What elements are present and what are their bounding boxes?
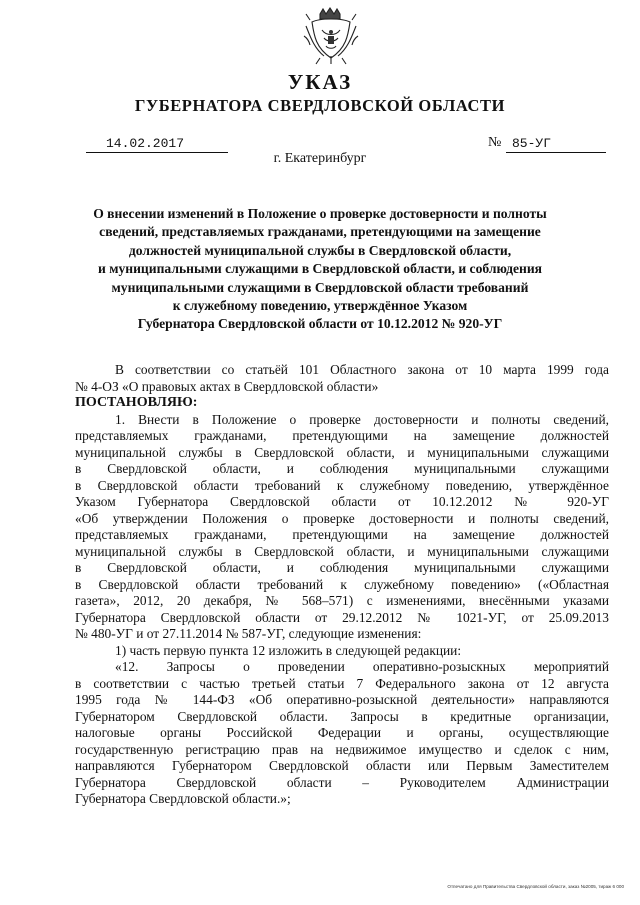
quote-line: «12. Запросы о проведении оперативно-розыскных мероприятий <box>115 659 609 674</box>
heading-line: к служебному поведению, утверждённое Указом <box>172 298 468 314</box>
body-line: «Об утверждении Положения о проверке достоверности и полноты сведений, <box>75 510 609 526</box>
heading-line: муниципальными служащими в Свердловской области требований <box>111 279 529 295</box>
body-line: в Свердловской области требований к служебному поведению, утверждённое <box>75 477 609 493</box>
body-line: Указом Губернатора Свердловской области от 10.12.2012 № 920-УГ <box>75 494 609 509</box>
heading-line: сведений, представляемых гражданами, претендующими на замещение <box>99 224 541 240</box>
body-line: муниципальной службы в Свердловской области, и муниципальными служащими <box>75 444 609 460</box>
decree-date: 14.02.2017 <box>86 136 228 153</box>
heading-line: О внесении изменений в Положение о проверке достоверности и полноты <box>93 206 547 221</box>
decree-issuer: ГУБЕРНАТОРА СВЕРДЛОВСКОЙ ОБЛАСТИ <box>134 96 506 115</box>
quote-line: в соответствии с частью третьей статьи 7 Федерального закона от 12 августа <box>75 675 609 691</box>
number-label: № <box>488 135 502 150</box>
body-line: газета», 2012, 20 декабря, № 568–571) с изменениями, внесёнными указами <box>75 593 609 608</box>
quote-line: 1995 года № 144-ФЗ «Об оперативно-розыскной деятельности» направляются <box>75 692 609 707</box>
body-line: 1) часть первую пункта 12 изложить в следующей редакции: <box>115 642 462 658</box>
heading-line: должностей муниципальной службы в Свердловской области, <box>128 242 512 258</box>
decree-number: 85-УГ <box>506 136 606 153</box>
body-line: № 480-УГ и от 27.11.2014 № 587-УГ, следующие изменения: <box>75 626 422 641</box>
quote-line: налоговые органы Российской Федерации и органы, осуществляющие <box>75 725 609 740</box>
quote-line: Губернатора Свердловской области – Руководителем Администрации <box>75 774 609 790</box>
decree-body <box>75 362 609 808</box>
body-line: в Свердловской области, и соблюдения муниципальными служащими <box>75 560 609 575</box>
heading-line: Губернатора Свердловской области от 10.12.2012 № 920-УГ <box>137 316 503 332</box>
quote-line: Губернатора Свердловской области.»; <box>75 791 291 806</box>
body-line: № 4-ОЗ «О правовых актах в Свердловской области» <box>75 378 379 394</box>
body-line: Губернатора Свердловской области от 29.12.2012 № 1021-УГ, от 25.09.2013 <box>75 609 609 625</box>
quote-line: направляются Губернатором Свердловской области или Первым Заместителем <box>75 758 609 773</box>
coat-of-arms-icon <box>302 6 360 66</box>
postanovlyayu: ПОСТАНОВЛЯЮ: <box>75 395 198 410</box>
quote-line: государственную регистрацию прав на недвижимое имущество и сделок с ним, <box>75 741 609 757</box>
body-line: представляемых гражданами, претендующими на замещение должностей <box>75 527 609 542</box>
body-line: в Свердловской области требований к служебному поведению» («Областная <box>75 576 609 592</box>
heading-line: и муниципальными служащими в Свердловской области, и соблюдения <box>97 261 543 277</box>
quote-line: Губернатором Свердловской области. Запросы в кредитные организации, <box>75 708 609 724</box>
decree-title: УКАЗ <box>287 70 353 94</box>
body-line: представляемых гражданами, претендующими на замещение должностей <box>75 428 609 443</box>
body-line: муниципальной службы в Свердловской области, и муниципальными служащими <box>75 543 609 559</box>
decree-heading <box>70 205 570 334</box>
body-line: 1. Внести в Положение о проверке достоверности и полноты сведений, <box>115 411 609 427</box>
city: г. Екатеринбург <box>273 151 367 166</box>
body-line: В соответствии со статьёй 101 Областного закона от 10 марта 1999 года <box>115 362 609 377</box>
print-note: Отпечатано для Правительства Свердловской области, заказ №2005, тираж 6 000 <box>447 884 624 889</box>
body-line: в Свердловской области, и соблюдения муниципальными служащими <box>75 461 609 476</box>
